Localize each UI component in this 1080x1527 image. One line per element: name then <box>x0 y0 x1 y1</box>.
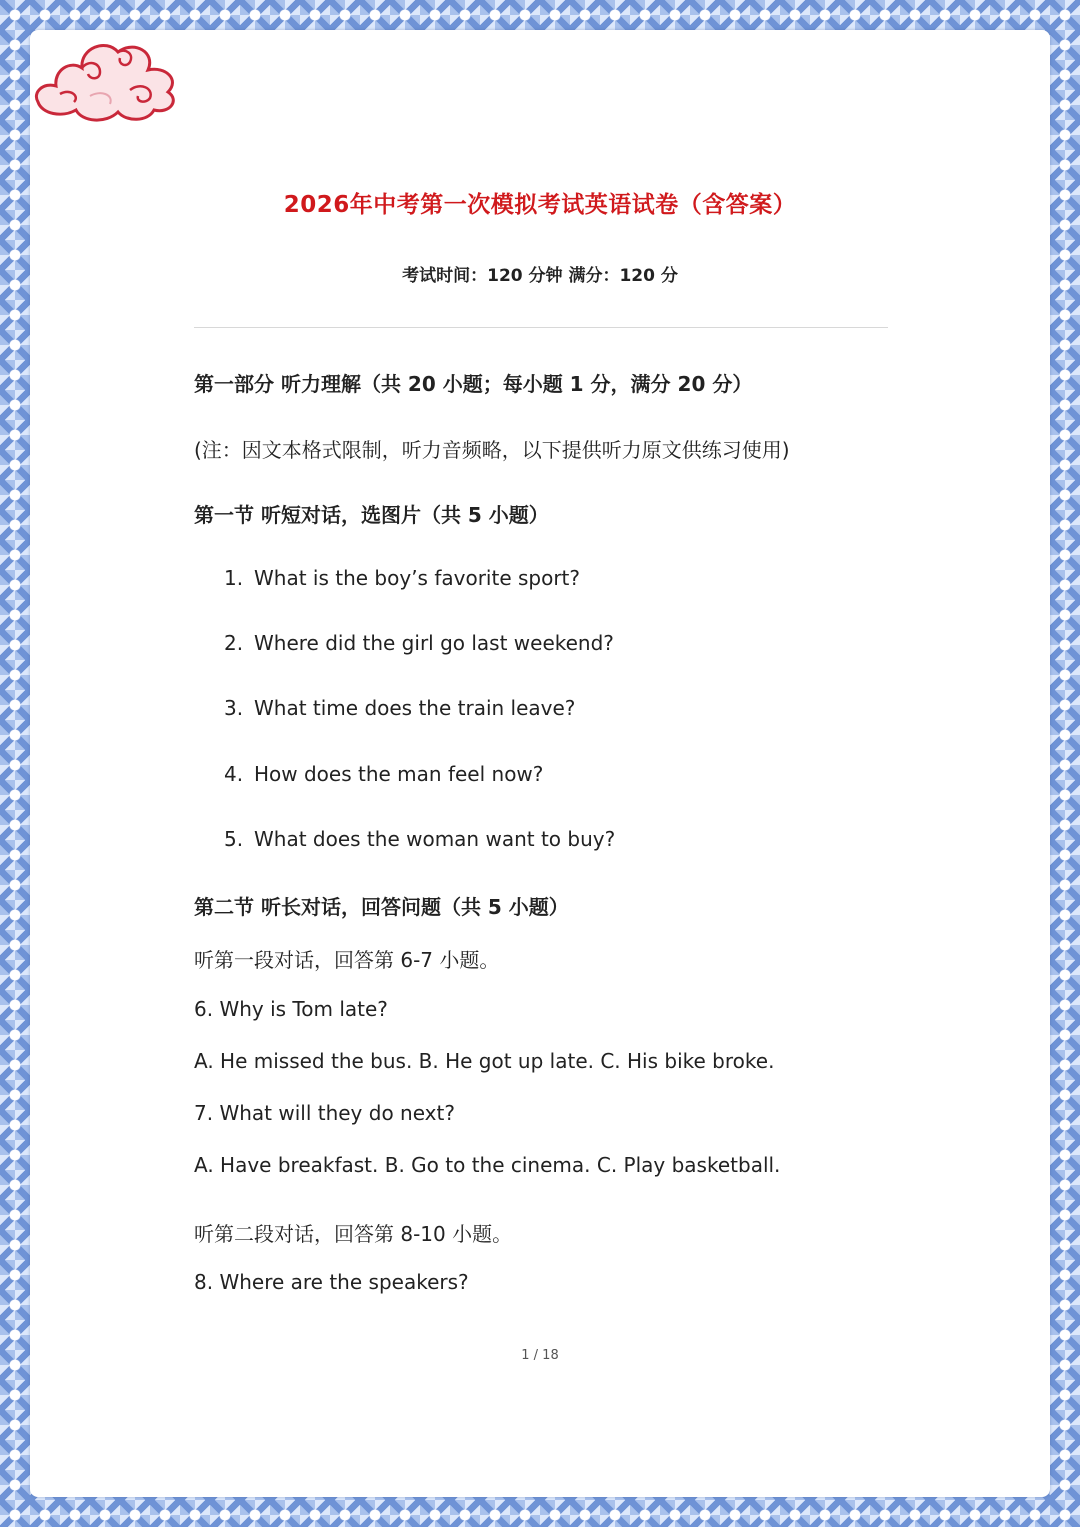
page-number: 1 / 18 <box>521 1348 559 1363</box>
document-page <box>30 30 1050 1497</box>
title-divider <box>194 327 888 328</box>
list-item-text: Where did the girl go last weekend? <box>254 631 614 655</box>
question-6-options: A. He missed the bus. B. He got up late. C. His bike broke. <box>194 1049 775 1073</box>
list-item <box>224 631 614 655</box>
list-item-text: How does the man feel now? <box>254 762 544 786</box>
list-item-number: 5. <box>224 827 244 851</box>
document-title: 2026年中考第一次模拟考试英语试卷（含答案） <box>283 192 797 218</box>
list-item-text: What does the woman want to buy? <box>254 827 616 851</box>
exam-info: 考试时间：120 分钟 满分：120 分 <box>402 266 678 286</box>
section1-heading: 第一节 听短对话，选图片（共 5 小题） <box>194 503 549 527</box>
question-6: 6. Why is Tom late? <box>194 997 388 1021</box>
listening-note: (注：因文本格式限制，听力音频略，以下提供听力原文供练习使用) <box>194 438 790 462</box>
question-7: 7. What will they do next? <box>194 1101 455 1125</box>
list-item-number: 4. <box>224 762 244 786</box>
list-item-text: What is the boy’s favorite sport? <box>254 566 581 590</box>
question-8: 8. Where are the speakers? <box>194 1270 469 1294</box>
dialog2-intro: 听第二段对话，回答第 8-10 小题。 <box>194 1222 513 1246</box>
list-item-number: 2. <box>224 631 244 655</box>
list-item <box>224 827 615 851</box>
part1-heading: 第一部分 听力理解（共 20 小题；每小题 1 分，满分 20 分） <box>194 372 753 396</box>
question-7-options: A. Have breakfast. B. Go to the cinema. C. Play basketball. <box>194 1153 781 1177</box>
dialog1-intro: 听第一段对话，回答第 6-7 小题。 <box>194 948 500 972</box>
list-item-number: 1. <box>224 566 244 590</box>
document-content <box>30 30 1050 1497</box>
section2-heading: 第二节 听长对话，回答问题（共 5 小题） <box>194 895 569 919</box>
list-item <box>224 696 575 720</box>
list-item <box>224 566 580 590</box>
list-item <box>224 762 543 786</box>
list-item-number: 3. <box>224 696 244 720</box>
list-item-text: What time does the train leave? <box>254 696 576 720</box>
